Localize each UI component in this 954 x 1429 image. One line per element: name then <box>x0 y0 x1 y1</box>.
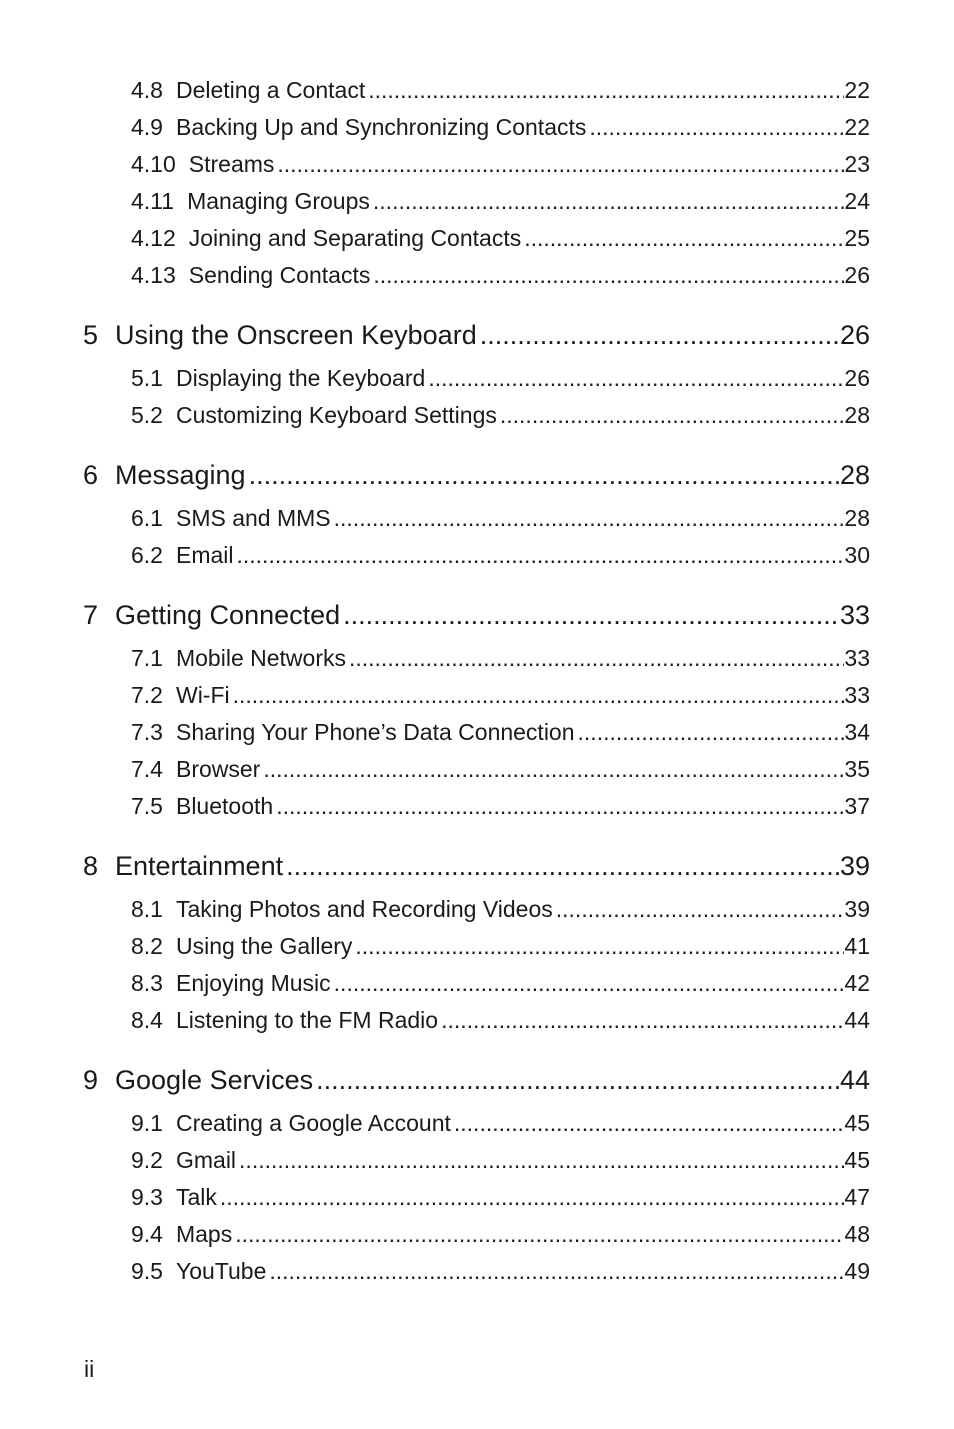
toc-entry-page: 42 <box>844 970 870 996</box>
toc-entry-title: SMS and MMS <box>175 505 331 531</box>
toc-chapter-9 <box>83 1060 870 1290</box>
toc-entry[interactable] <box>131 1142 870 1179</box>
toc-entry[interactable] <box>131 146 870 183</box>
dot-leader <box>217 1179 845 1216</box>
toc-chapter-number: 5 <box>83 320 99 350</box>
toc-chapter-8 <box>83 846 870 1039</box>
toc-entry-title: Talk <box>175 1184 217 1210</box>
toc-entry[interactable] <box>131 500 870 537</box>
toc-entry[interactable] <box>131 1105 870 1142</box>
dot-leader <box>273 788 844 825</box>
dot-leader <box>425 360 844 397</box>
dot-leader <box>340 595 840 635</box>
toc-entry-page: 41 <box>844 933 870 959</box>
toc-entry-number: 4.11 <box>131 188 175 214</box>
toc-chapter-number: 9 <box>83 1065 99 1095</box>
toc-entry-page: 37 <box>844 793 870 819</box>
toc-entry[interactable] <box>131 1253 870 1290</box>
toc-entry-number: 6.1 <box>131 505 163 531</box>
toc-chapter-page: 28 <box>839 460 870 490</box>
dot-leader <box>313 1060 840 1100</box>
dot-leader <box>477 315 840 355</box>
dot-leader <box>365 72 844 109</box>
toc-entry-number: 7.1 <box>131 645 163 671</box>
toc-entry-title: Customizing Keyboard Settings <box>175 402 497 428</box>
toc-chapter-number: 8 <box>83 851 99 881</box>
toc-entry-number: 9.3 <box>131 1184 163 1210</box>
dot-leader <box>521 220 844 257</box>
toc-chapter-heading[interactable] <box>83 595 870 635</box>
toc-entry[interactable] <box>131 1179 870 1216</box>
toc-entry-number: 4.12 <box>131 225 176 251</box>
toc-chapter-page: 39 <box>839 851 870 881</box>
toc-entry[interactable] <box>131 220 870 257</box>
toc-entry-number: 5.1 <box>131 365 163 391</box>
toc-entry-page: 35 <box>844 756 870 782</box>
toc-chapter-heading[interactable] <box>83 1060 870 1100</box>
dot-leader <box>451 1105 845 1142</box>
toc-chapter-title: Entertainment <box>115 851 284 881</box>
table-of-contents <box>83 72 870 1290</box>
toc-entry[interactable] <box>131 1002 870 1039</box>
toc-chapter-7 <box>83 595 870 825</box>
toc-entry-number: 7.5 <box>131 793 163 819</box>
toc-entry[interactable] <box>131 109 870 146</box>
dot-leader <box>274 146 844 183</box>
toc-chapter-6 <box>83 455 870 574</box>
toc-entry-title: Listening to the FM Radio <box>175 1007 439 1033</box>
toc-entry-title: Email <box>175 542 234 568</box>
toc-chapter-number: 7 <box>83 600 99 630</box>
toc-entry-number: 7.2 <box>131 682 163 708</box>
toc-entry-number: 7.3 <box>131 719 163 745</box>
toc-entry[interactable] <box>131 965 870 1002</box>
toc-entry-page: 45 <box>844 1147 870 1173</box>
toc-entry-page: 39 <box>844 896 870 922</box>
toc-chapter-title: Getting Connected <box>115 600 341 630</box>
toc-entry-page: 47 <box>844 1184 870 1210</box>
toc-entry-title: Browser <box>175 756 261 782</box>
toc-entry-title: Enjoying Music <box>175 970 331 996</box>
toc-entry-number: 4.10 <box>131 151 176 177</box>
toc-entry-page: 49 <box>844 1258 870 1284</box>
toc-entry-number: 4.13 <box>131 262 176 288</box>
toc-chapter-title: Using the Onscreen Keyboard <box>115 320 477 350</box>
toc-entry-number: 9.4 <box>131 1221 163 1247</box>
toc-entry-title: Creating a Google Account <box>175 1110 451 1136</box>
dot-leader <box>232 1216 844 1253</box>
toc-entry-page: 22 <box>844 114 870 140</box>
toc-entry-title: Gmail <box>175 1147 237 1173</box>
toc-entry-title: Taking Photos and Recording Videos <box>175 896 553 922</box>
toc-entry-title: Joining and Separating Contacts <box>188 225 522 251</box>
toc-chapter-number: 6 <box>83 460 99 490</box>
dot-leader <box>575 714 845 751</box>
dot-leader <box>331 965 845 1002</box>
toc-entry-number: 8.3 <box>131 970 163 996</box>
toc-entry[interactable] <box>131 751 870 788</box>
dot-leader <box>230 677 845 714</box>
toc-entry-title: Bluetooth <box>175 793 274 819</box>
toc-entry-page: 30 <box>844 542 870 568</box>
dot-leader <box>586 109 844 146</box>
toc-chapter-title: Google Services <box>115 1065 314 1095</box>
toc-entry-number: 5.2 <box>131 402 163 428</box>
toc-entry-title: Streams <box>188 151 275 177</box>
toc-chapter-heading[interactable] <box>83 455 870 495</box>
dot-leader <box>266 1253 844 1290</box>
toc-entry[interactable] <box>131 714 870 751</box>
dot-leader <box>283 846 840 886</box>
toc-entry[interactable] <box>131 537 870 574</box>
toc-entry-number: 8.2 <box>131 933 163 959</box>
toc-chapter-page: 26 <box>839 320 870 350</box>
toc-entry-number: 8.4 <box>131 1007 163 1033</box>
toc-entry-page: 28 <box>844 402 870 428</box>
dot-leader <box>352 928 844 965</box>
toc-entry-number: 9.2 <box>131 1147 163 1173</box>
toc-entry-title: Mobile Networks <box>175 645 346 671</box>
toc-entry[interactable] <box>131 788 870 825</box>
toc-entry-title: Maps <box>175 1221 233 1247</box>
toc-chapter-5 <box>83 315 870 434</box>
toc-entry[interactable] <box>131 1216 870 1253</box>
toc-chapter-page: 44 <box>839 1065 870 1095</box>
dot-leader <box>346 640 844 677</box>
page-number: ii <box>84 1356 95 1382</box>
toc-entry[interactable] <box>131 640 870 677</box>
dot-leader <box>236 1142 844 1179</box>
toc-entry[interactable] <box>131 257 870 294</box>
toc-entry-page: 34 <box>844 719 870 745</box>
toc-entry-page: 45 <box>844 1110 870 1136</box>
toc-entry[interactable] <box>131 397 870 434</box>
toc-entry-number: 7.4 <box>131 756 163 782</box>
toc-entry-page: 26 <box>844 262 870 288</box>
toc-entry-title: Sending Contacts <box>188 262 371 288</box>
toc-entry-title: Backing Up and Synchronizing Contacts <box>175 114 587 140</box>
toc-entry-number: 9.1 <box>131 1110 163 1136</box>
dot-leader <box>246 455 840 495</box>
toc-entry-title: YouTube <box>175 1258 267 1284</box>
toc-chapter-page: 33 <box>839 600 870 630</box>
toc-entry-title: Deleting a Contact <box>175 77 366 103</box>
toc-entry-title: Sharing Your Phone’s Data Connection <box>175 719 575 745</box>
toc-entry-page: 44 <box>844 1007 870 1033</box>
toc-chapter-heading[interactable] <box>83 846 870 886</box>
dot-leader <box>331 500 845 537</box>
dot-leader <box>553 891 845 928</box>
toc-section-4-continued <box>83 72 870 294</box>
toc-entry-page: 28 <box>844 505 870 531</box>
toc-entry-page: 23 <box>844 151 870 177</box>
toc-entry[interactable] <box>131 677 870 714</box>
toc-entry-number: 6.2 <box>131 542 163 568</box>
toc-entry[interactable] <box>131 72 870 109</box>
toc-entry-title: Using the Gallery <box>175 933 353 959</box>
dot-leader <box>234 537 845 574</box>
toc-entry-page: 22 <box>844 77 870 103</box>
toc-entry-title: Wi-Fi <box>175 682 230 708</box>
dot-leader <box>497 397 845 434</box>
toc-entry-number: 4.8 <box>131 77 163 103</box>
toc-entry-number: 4.9 <box>131 114 163 140</box>
toc-entry-number: 9.5 <box>131 1258 163 1284</box>
toc-chapter-heading[interactable] <box>83 315 870 355</box>
dot-leader <box>370 183 845 220</box>
toc-entry-title: Managing Groups <box>187 188 370 214</box>
toc-entry[interactable] <box>131 928 870 965</box>
toc-entry-page: 33 <box>844 645 870 671</box>
toc-entry-page: 26 <box>844 365 870 391</box>
toc-entry[interactable] <box>131 183 870 220</box>
toc-entry[interactable] <box>131 891 870 928</box>
toc-chapter-title: Messaging <box>115 460 246 490</box>
toc-entry-page: 33 <box>844 682 870 708</box>
toc-entry[interactable] <box>131 360 870 397</box>
dot-leader <box>370 257 844 294</box>
toc-entry-number: 8.1 <box>131 896 163 922</box>
dot-leader <box>260 751 844 788</box>
toc-entry-title: Displaying the Keyboard <box>175 365 426 391</box>
toc-entry-page: 24 <box>844 188 870 214</box>
toc-entry-page: 48 <box>844 1221 870 1247</box>
dot-leader <box>438 1002 844 1039</box>
toc-entry-page: 25 <box>844 225 870 251</box>
